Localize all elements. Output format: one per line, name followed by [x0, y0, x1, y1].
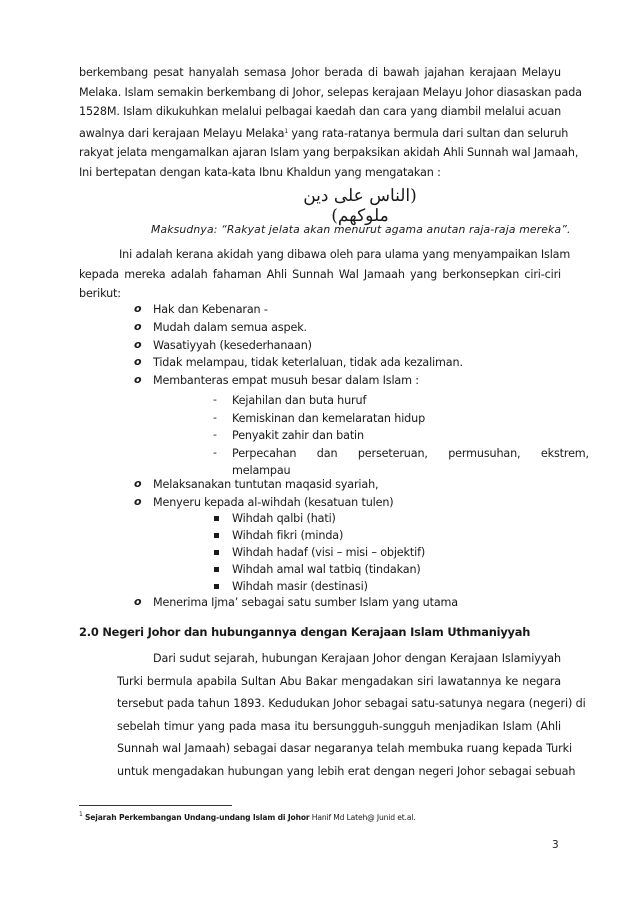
- page-number: 3: [552, 839, 559, 851]
- paragraph-line: untuk mengadakan hubungan yang lebih erat dengan negeri Johor sebagai sebuah: [117, 764, 576, 778]
- paragraph-line: [117, 648, 561, 671]
- footnote-divider: [79, 805, 232, 806]
- dash-bullet-icon: -: [213, 428, 217, 441]
- footnote-ref[interactable]: 1: [284, 127, 289, 135]
- circle-bullet-icon: o: [134, 302, 142, 315]
- sub-list-item: Wihdah masir (destinasi): [232, 580, 368, 593]
- paragraph-text: Ini adalah kerana akidah yang dibawa oleh para ulama yang menyampaikan Islam: [119, 248, 571, 261]
- square-bullet-icon: [214, 516, 219, 521]
- circle-bullet-icon: o: [134, 355, 142, 368]
- paragraph-2: [79, 245, 571, 304]
- section-heading: 2.0 Negeri Johor dan hubungannya dengan Kerajaan Islam Uthmaniyyah: [79, 625, 531, 639]
- footnote-authors: Hanif Md Lateh@ Junid et.al.: [309, 813, 416, 822]
- sub-list-item: Penyakit zahir dan batin: [232, 429, 364, 442]
- paragraph-line: [79, 245, 571, 265]
- paragraph-1: [79, 63, 582, 183]
- list-item: Membanteras empat musuh besar dalam Islam :: [153, 374, 419, 387]
- list-item: Hak dan Kebenaran -: [153, 303, 268, 316]
- section-2-paragraph: [117, 648, 586, 784]
- dash-bullet-icon: -: [213, 446, 217, 459]
- paragraph-line: berikut:: [79, 287, 121, 301]
- sub-list-item: Kemiskinan dan kemelaratan hidup: [232, 412, 426, 425]
- paragraph-line: kepada mereka adalah fahaman Ahli Sunnah Wal Jamaah yang berkonsepkan ciri-ciri: [79, 267, 561, 281]
- sub-list-item: Kejahilan dan buta huruf: [232, 394, 367, 407]
- footnote-number: 1: [79, 811, 83, 818]
- sub-list-item: Perpecahan dan perseteruan, permusuhan, ekstrem,: [232, 447, 589, 460]
- sub-list-item-continued: melampau: [232, 464, 291, 477]
- footnote-title: Sejarah Perkembangan Undang-undang Islam di Johor: [84, 813, 310, 822]
- list-item: Menyeru kepada al-wihdah (kesatuan tulen): [153, 496, 394, 509]
- sub-list-item: Wihdah qalbi (hati): [232, 512, 336, 525]
- arabic-quote: (الناس على دين ملوكهم): [303, 186, 417, 226]
- list-item: Menerima Ijma’ sebagai satu sumber Islam yang utama: [153, 596, 458, 609]
- circle-bullet-icon: o: [134, 495, 142, 508]
- dash-bullet-icon: -: [213, 411, 217, 424]
- circle-bullet-icon: o: [134, 595, 142, 608]
- list-item: Wasatiyyah (kesederhanaan): [153, 339, 312, 352]
- list-item: Tidak melampau, tidak keterlaluan, tidak ada kezaliman.: [153, 356, 463, 369]
- square-bullet-icon: [214, 584, 219, 589]
- paragraph-line: berkembang pesat hanyalah semasa Johor berada di bawah jajahan kerajaan Melayu: [79, 66, 561, 79]
- paragraph-line-with-footnote: [79, 122, 569, 144]
- sub-list-item: Wihdah hadaf (visi – misi – objektif): [232, 546, 426, 559]
- paragraph-line: Sunnah wal Jamaah) sebagai dasar negaranya telah membuka ruang kepada Turki: [117, 742, 572, 756]
- paragraph-line: Melaka. Islam semakin berkembang di Johor, selepas kerajaan Melayu Johor diasaskan pada: [79, 85, 582, 99]
- square-bullet-icon: [214, 567, 219, 572]
- paragraph-line: 1528M. Islam dikukuhkan melalui pelbagai kaedah dan cara yang diambil melalui acuan: [79, 105, 562, 119]
- paragraph-line: Ini bertepatan dengan kata-kata Ibnu Khaldun yang mengatakan :: [79, 165, 441, 179]
- circle-bullet-icon: o: [134, 320, 142, 333]
- sub-list-item: Wihdah fikri (minda): [232, 529, 344, 542]
- paragraph-text: Dari sudut sejarah, hubungan Kerajaan Johor dengan Kerajaan Islamiyyah: [153, 652, 561, 665]
- square-bullet-icon: [214, 550, 219, 555]
- square-bullet-icon: [214, 533, 219, 538]
- footnote: [79, 811, 416, 822]
- list-item: Mudah dalam semua aspek.: [153, 321, 307, 334]
- quote-translation: Maksudnya: “Rakyat jelata akan menurut agama anutan raja-raja mereka”.: [151, 223, 571, 236]
- list-item: Melaksanakan tuntutan maqasid syariah,: [153, 478, 379, 491]
- circle-bullet-icon: o: [134, 477, 142, 490]
- paragraph-text: awalnya dari kerajaan Melayu Melaka: [79, 126, 285, 140]
- paragraph-line: Turki bermula apabila Sultan Abu Bakar mengadakan siri lawatannya ke negara: [117, 674, 561, 688]
- circle-bullet-icon: o: [134, 373, 142, 386]
- paragraph-text: yang rata-ratanya bermula dari sultan dan seluruh: [288, 126, 569, 140]
- paragraph-line: tersebut pada tahun 1893. Kedudukan Johor sebagai satu-satunya negara (negeri) di: [117, 697, 586, 711]
- paragraph-line: rakyat jelata mengamalkan ajaran Islam yang berpaksikan akidah Ahli Sunnah wal Jamaah,: [79, 146, 579, 160]
- sub-list-item: Wihdah amal wal tatbiq (tindakan): [232, 563, 421, 576]
- dash-bullet-icon: -: [213, 393, 217, 406]
- paragraph-line: sebelah timur yang pada masa itu bersungguh-sungguh menjadikan Islam (Ahli: [117, 719, 561, 733]
- circle-bullet-icon: o: [134, 338, 142, 351]
